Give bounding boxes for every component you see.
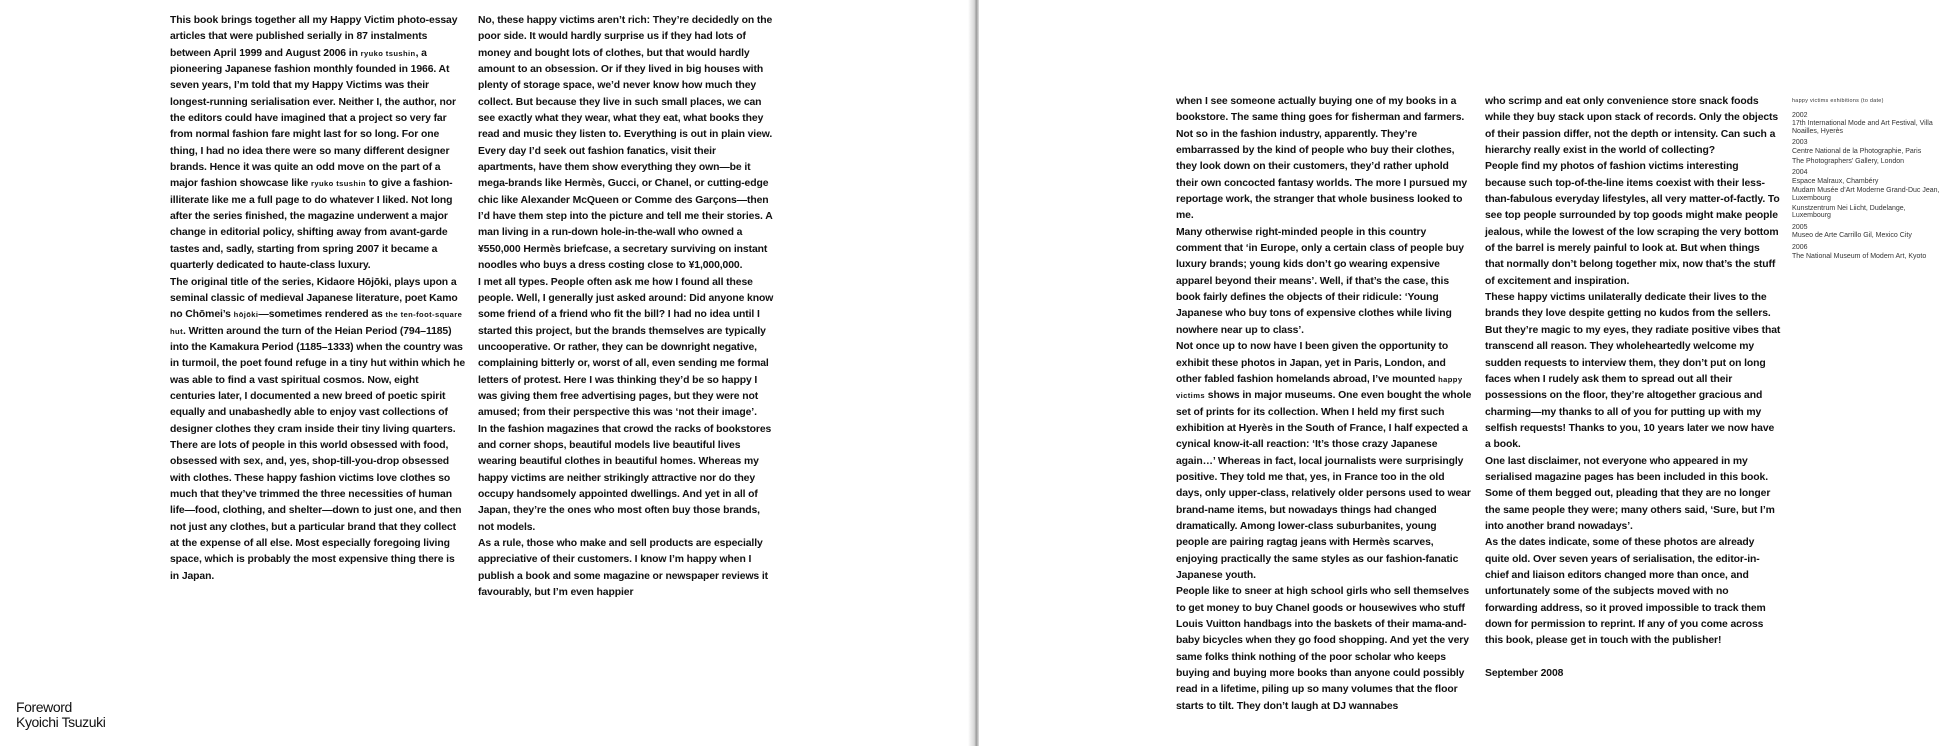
exhibition-year: 2004 bbox=[1792, 169, 1808, 177]
exhibition-venue: The Photographers’ Gallery, London bbox=[1792, 157, 1905, 165]
paragraph-text: People like to sneer at high school girls who sell themselves to get money to buy Chanel goods or housewives who stuff Louis Vuitton handbags into the baskets of their mama-and-baby bicycles when they go food shopping. And yet the very same folks think nothing of the poor scholar who keeps buying and buying more books than anyone could possibly read in a lifetime, piling up so many volumes that the floor starts to tilt. They don’t laugh at DJ wannabes bbox=[1176, 586, 1470, 712]
exhibition-venue: Mudam Musée d’Art Moderne Grand-Duc Jean, Luxembourg bbox=[1792, 187, 1940, 202]
paragraph-text: —sometimes rendered as bbox=[258, 309, 386, 321]
paragraph-text: when I see someone actually buying one of my books in a bookstore. The same thing goes for fisherman and farmers. Not so in the fashion industry, apparently. They’re embarrassed by the kind of people who buy their clothes, they look down on their customers, they’d rather uphold their own concocted fantasy worlds. The more I pursued my reportage work, the stranger that whole business looked to me. bbox=[1176, 96, 1468, 222]
paragraph-text: , a pioneering Japanese fashion monthly founded in 1966. At seven years, I’m told that my Happy Victims was their longest-running serialisation ever. Neither I, the author, nor the editors could have imagined that a project so very far from normal fashion fare might last for so long. For one thing, I had no idea there were so many different designer brands. Hence it was quite an odd move on the part of a major fashion showcase like bbox=[170, 47, 456, 190]
small-caps-title: the ten-foot-square hut bbox=[170, 310, 463, 336]
paragraph bbox=[1485, 454, 1781, 536]
exhibition-year: 2005 bbox=[1792, 223, 1808, 231]
paragraph bbox=[170, 13, 466, 275]
paragraph bbox=[170, 438, 466, 585]
right-text-column-1 bbox=[1176, 94, 1472, 715]
small-caps-title: ryuko tsushin bbox=[360, 48, 416, 58]
paragraph bbox=[1485, 159, 1781, 290]
right-text-column-2-body bbox=[1485, 94, 1781, 650]
right-text-column-2 bbox=[1485, 94, 1781, 682]
paragraph bbox=[1176, 225, 1472, 339]
small-caps-title: happy victims bbox=[1176, 374, 1463, 401]
paragraph-text: Every day I’d seek out fashion fanatics, visit their apartments, have them show everything they own—be it mega-brands like Hermès, Gucci, or Chanel, or cutting-edge chic like Alexander McQueen or Comme des Garçons—then I’d have them step into the picture and tell me their stories. A man living in a run-down hole-in-the-wall who owned a ¥550,000 Hermès briefcase, a secretary surviving on instant noodles who buys a dress costing close to ¥1,000,000. bbox=[478, 145, 773, 272]
paragraph-text: shows in major museums. One even bought the whole set of prints for its collection. When I held my first such exhibition at Hyerès in the South of France, I half expected a cynical know-it-all reaction: ‘It’s those crazy Japanese again…’ Whereas in fact, local journalists were surprisingly positive. They told me that, yes, in France too in the old days, only upper-class, relatively older persons used to wear brand-name items, but nowadays things had changed dramatically. Among lower-class suburbanites, young people are pairing ragtag jeans with Hermès scarves, enjoying practically the same styles as our fashion-fanatic Japanese youth. bbox=[1176, 390, 1472, 581]
paragraph-text: One last disclaimer, not everyone who appeared in my serialised magazine pages has been included in this book. Some of them begged out, pleading that they are no longer the same people they were; many others said, ‘Sure, but I’m into another brand nowadays’. bbox=[1485, 455, 1775, 532]
paragraph-text: These happy victims unilaterally dedicate their lives to the brands they love despite getting no kudos from the sellers. But they’re magic to my eyes, they radiate positive vibes that transcend all reason. They wholeheartedly welcome my sudden requests to interview them, they don’t put on long faces when I rudely ask them to spread out all their possessions on the floor, they’re altogether gracious and charming—my thanks to all of you for putting up with my selfish requests! Thanks to you, 10 years later we now have a book. bbox=[1485, 292, 1781, 451]
paragraph bbox=[478, 144, 774, 275]
left-text-column-1 bbox=[170, 13, 466, 585]
exhibition-venue: Kunstzentrum Nei Liicht, Dudelange, Luxembourg bbox=[1792, 204, 1906, 220]
paragraph bbox=[1485, 94, 1781, 159]
paragraph bbox=[1176, 584, 1472, 715]
exhibition-year: 2002 bbox=[1792, 111, 1808, 119]
paragraph-text: People find my photos of fashion victims interesting because such top-of-the-line items coexist with their less-than-fabulous everyday lifestyles, all very matter-of-factly. To see top people surrounded by top goods might make people jealous, while the lowest of the low scraping the very bottom of the barrel is merely painful to look at. But when things that normally don’t belong together mix, now that’s the stuff of excitement and inspiration. bbox=[1485, 161, 1780, 287]
small-caps-title: ryuko tsushin bbox=[311, 179, 366, 189]
paragraph-text: This book brings together all my Happy Victim photo-essay articles that were published serially in 87 instalments between April 1999 and August 2006 in bbox=[170, 15, 458, 59]
paragraph bbox=[478, 536, 774, 601]
paragraph-text: In the fashion magazines that crowd the racks of bookstores and corner shops, beautiful models live beautiful lives wearing beautiful clothes in beautiful homes. Whereas my happy victims are neither strikingly attractive nor do they occupy handsomely appointed dwellings. And yet in all of Japan, they’re the ones who most often buy those brands, not models. bbox=[478, 423, 772, 533]
paragraph bbox=[1176, 94, 1472, 225]
signoff-date: September 2008 bbox=[1485, 668, 1564, 680]
exhibition-year: 2003 bbox=[1792, 139, 1808, 147]
paragraph bbox=[478, 422, 774, 536]
exhibitions-sidebar bbox=[1792, 98, 1942, 262]
exhibitions-heading bbox=[1792, 98, 1942, 106]
exhibition-year: 2006 bbox=[1792, 243, 1808, 251]
author-name: Kyoichi Tsuzuki bbox=[16, 713, 106, 730]
exhibition-venue: 17th International Mode and Art Festival, Villa Noailles, Hyerès bbox=[1792, 120, 1933, 135]
paragraph bbox=[1485, 290, 1781, 453]
paragraph bbox=[478, 13, 774, 144]
exhibitions-heading-text: exhibitions (to date) bbox=[1828, 98, 1884, 104]
exhibitions-heading-series: happy victims bbox=[1792, 98, 1829, 104]
paragraph bbox=[478, 275, 774, 422]
paragraph-text: There are lots of people in this world obsessed with food, obsessed with sex, and, yes, shop-till-you-drop obsessed with clothes. These happy fashion victims love clothes so much that they’ve trimmed the three necessities of human life—food, clothing, and shelter—down to just one, and then not just any clothes, but a particular brand that they collect at the expense of all else. Most especially foregoing living space, which is probably the most expensive thing there is in Japan. bbox=[170, 439, 462, 582]
small-caps-title: hōjōki bbox=[233, 310, 259, 320]
exhibition-venue: The National Museum of Modern Art, Kyoto bbox=[1792, 252, 1927, 260]
foreword-heading: Foreword bbox=[16, 699, 72, 715]
paragraph-text: No, these happy victims aren’t rich: They’re decidedly on the poor side. It would hardly surprise us if they had lots of money and bought lots of clothes, but that would hardly amount to an obsession. Or if they lived in big houses with plenty of storage space, we’d never know how much they collect. But because they live in such small places, we can see exactly what they wear, what they eat, what books they read and music they listen to. Everything is out in plain view. bbox=[478, 15, 773, 141]
left-text-column-2 bbox=[478, 13, 774, 601]
paragraph-text: who scrimp and eat only convenience store snack foods while they buy stack upon stack of records. Only the objects of their passion differ, not the depth or intensity. Can such a hierarchy really exist in the world of collecting? bbox=[1485, 96, 1779, 157]
paragraph-text: to give a fashion-illiterate like me a full page to do whatever I liked. Not long after the series finished, the magazine underwent a major change in editorial policy, shifting away from avant-garde tastes and, sadly, starting from spring 2007 it became a quarterly dedicated to haute-class luxury. bbox=[170, 178, 453, 272]
foreword-title bbox=[16, 700, 105, 729]
exhibitions-list bbox=[1792, 112, 1942, 261]
exhibition-venue: Museo de Arte Carrillo Gil, Mexico City bbox=[1792, 232, 1912, 240]
paragraph-text: . Written around the turn of the Heian Period (794–1185) into the Kamakura Period (1185–1333) when the country was in turmoil, the poet found refuge in a tiny hut within which he was able to find a vast spiritual cosmos. Now, eight centuries later, I documented a new breed of poetic spirit equally and unabashedly able to enjoy vast collections of designer clothes they cram inside their tiny living quarters. bbox=[170, 325, 466, 435]
paragraph bbox=[1176, 339, 1472, 584]
paragraph-text: The original title of the series, Kidaore Hōjōki, plays upon a seminal classic of medieval Japanese literature, poet Kamo no Chōmei’s bbox=[170, 276, 458, 321]
paragraph-text: Many otherwise right-minded people in this country comment that ‘in Europe, only a certain class of people buy luxury brands; young kids don’t go wearing expensive apparel beyond their means’. Well, if that’s the case, this book fairly defines the objects of their ridicule: ‘Young Japanese who buy tons of expensive clothes while living nowhere near up to class’. bbox=[1176, 226, 1464, 336]
exhibition-venue: Centre National de la Photographie, Paris bbox=[1792, 147, 1922, 155]
paragraph-text: Not once up to now have I been given the opportunity to exhibit these photos in Japan, yet in Paris, London, and other fabled fashion homelands abroad, I’ve mounted bbox=[1176, 341, 1449, 385]
paragraph-text: As a rule, those who make and sell products are especially appreciative of their customers. I know I’m happy when I publish a book and some magazine or newspaper reviews it favourably, but I’m even happier bbox=[478, 538, 769, 599]
paragraph bbox=[1485, 535, 1781, 649]
paragraph-text: As the dates indicate, some of these photos are already quite old. Over seven years of serialisation, the editor-in-chief and liaison editors changed more than once, and unfortunately some of the subjects moved with no forwarding address, so it proved impossible to track them down for permission to reprint. If any of you come across this book, please get in touch with the publisher! bbox=[1485, 537, 1766, 647]
exhibition-venue: Espace Malraux, Chambéry bbox=[1792, 177, 1879, 185]
paragraph bbox=[170, 275, 466, 438]
paragraph-text: I met all types. People often ask me how I found all these people. Well, I generally just asked around: Did anyone know some friend of a friend who fit the bill? I had no idea until I started this project, but the brands themselves are typically uncooperative. Or rather, they can be downright negative, complaining bitterly or, worst of all, even sending me formal letters of protest. Here I was thinking they’d be so happy I was giving them free advertising pages, but they were not amused; from their perspective this was ‘not their image’. bbox=[478, 276, 774, 419]
